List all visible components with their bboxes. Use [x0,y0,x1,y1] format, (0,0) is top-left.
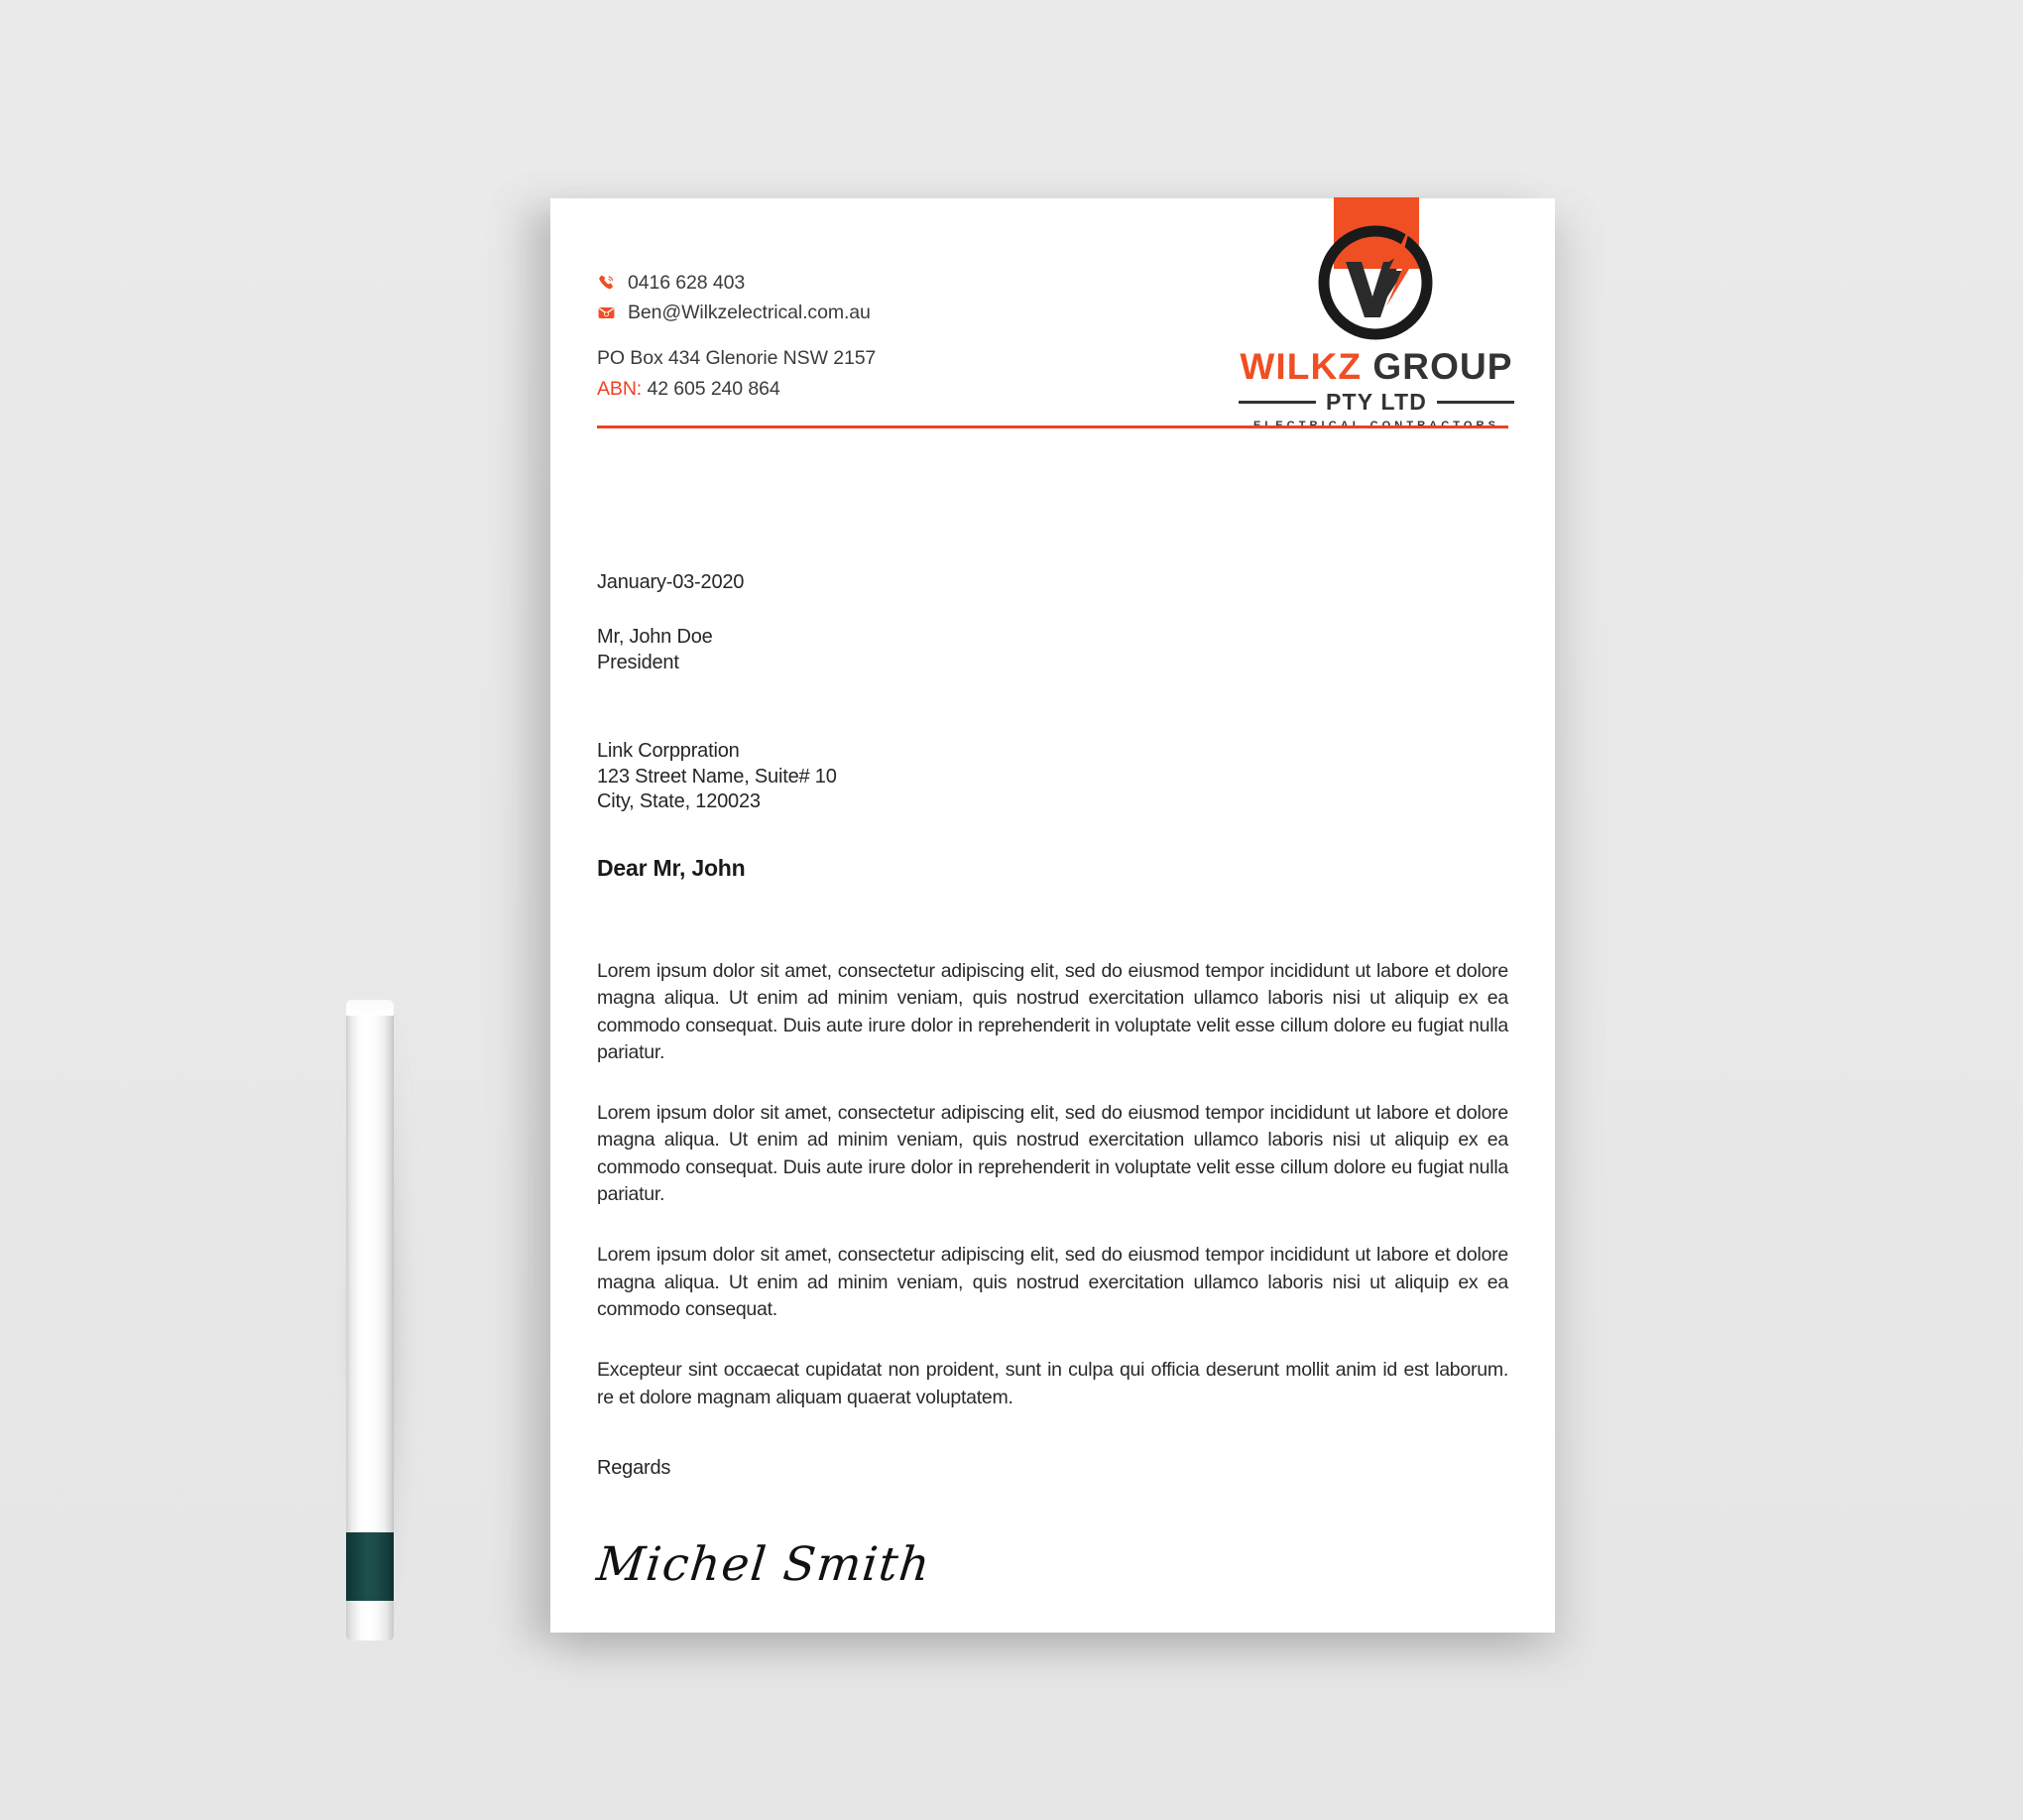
logo-entity: PTY LTD [1325,389,1428,415]
logo-name-primary: WILKZ [1240,346,1363,387]
paragraph-1: Lorem ipsum dolor sit amet, consectetur adipiscing elit, sed do eiusmod tempor incididunt ut labore et dolore magna aliqua. Ut enim ad minim veniam, quis nostrud exercitation ullamco laboris nisi ut aliquip ex ea commodo consequat. Duis aute irure dolor in reprehenderit in voluptate velit esse cillum dolore eu fugiat nulla pariatur. [597,959,1508,1063]
logo-entity-row [1224,391,1529,414]
pen-barrel [346,1000,394,1535]
logo-name-secondary: GROUP [1362,346,1513,387]
pen-prop [346,1000,394,1637]
recipient-street: 123 Street Name, Suite# 10 [597,765,837,788]
logo-emblem-icon [1302,207,1451,346]
salutation: Dear Mr, John [597,854,746,881]
recipient-company: Link Corppration [597,740,740,763]
header-divider [597,425,1508,428]
addressee-title: President [597,651,679,673]
abn-row [597,374,1023,404]
recipient-address-block [597,739,1508,815]
abn-number: 42 605 240 864 [647,377,780,400]
pen-grip-band [346,1532,394,1602]
letter-body [550,571,1555,1592]
envelope-icon [597,303,619,322]
phone-number: 0416 628 403 [628,272,746,294]
logo-rule-left [1239,401,1316,404]
contact-block [597,268,1023,404]
paragraph-4: Excepteur sint occaecat cupidatat non proident, sunt in culpa qui officia deserunt mollit anim id est laborum. re et dolore magnam aliquam quaerat voluptatem. [597,1359,1508,1408]
logo-name-line [1224,348,1529,385]
addressee-name: Mr, John Doe [597,626,713,648]
email-address: Ben@Wilkzelectrical.com.au [628,302,871,324]
paragraph-2: Lorem ipsum dolor sit amet, consectetur adipiscing elit, sed do eiusmod tempor incididunt ut labore et dolore magna aliqua. Ut enim ad minim veniam, quis nostrud exercitation ullamco laboris nisi ut aliquip ex ea commodo consequat. Duis aute irure dolor in reprehenderit in voluptate velit esse cillum dolore eu fugiat nulla pariatur. [597,1102,1508,1206]
postal-address: PO Box 434 Glenorie NSW 2157 [597,347,877,370]
signature: Michel Smith [594,1536,934,1592]
company-logo [1224,197,1529,431]
phone-row [597,268,1023,298]
addressee-block [597,625,1508,675]
abn-label: ABN: [597,377,643,400]
recipient-city: City, State, 120023 [597,790,761,813]
letter-date: January-03-2020 [597,571,745,593]
logo-rule-right [1437,401,1514,404]
closing: Regards [597,1456,671,1479]
letterhead-header [550,198,1555,441]
logo-wordmark [1224,348,1529,431]
paragraph-3: Lorem ipsum dolor sit amet, consectetur adipiscing elit, sed do eiusmod tempor incididunt ut labore et dolore magna aliqua. Ut enim ad minim veniam, quis nostrud exercitation ullamco laboris nisi ut aliquip ex ea commodo consequat. [597,1244,1508,1320]
letterhead-page [550,198,1555,1633]
phone-icon [597,274,619,293]
logo-mark [1224,197,1529,346]
email-row [597,298,1023,327]
pen-tip [346,1601,394,1640]
